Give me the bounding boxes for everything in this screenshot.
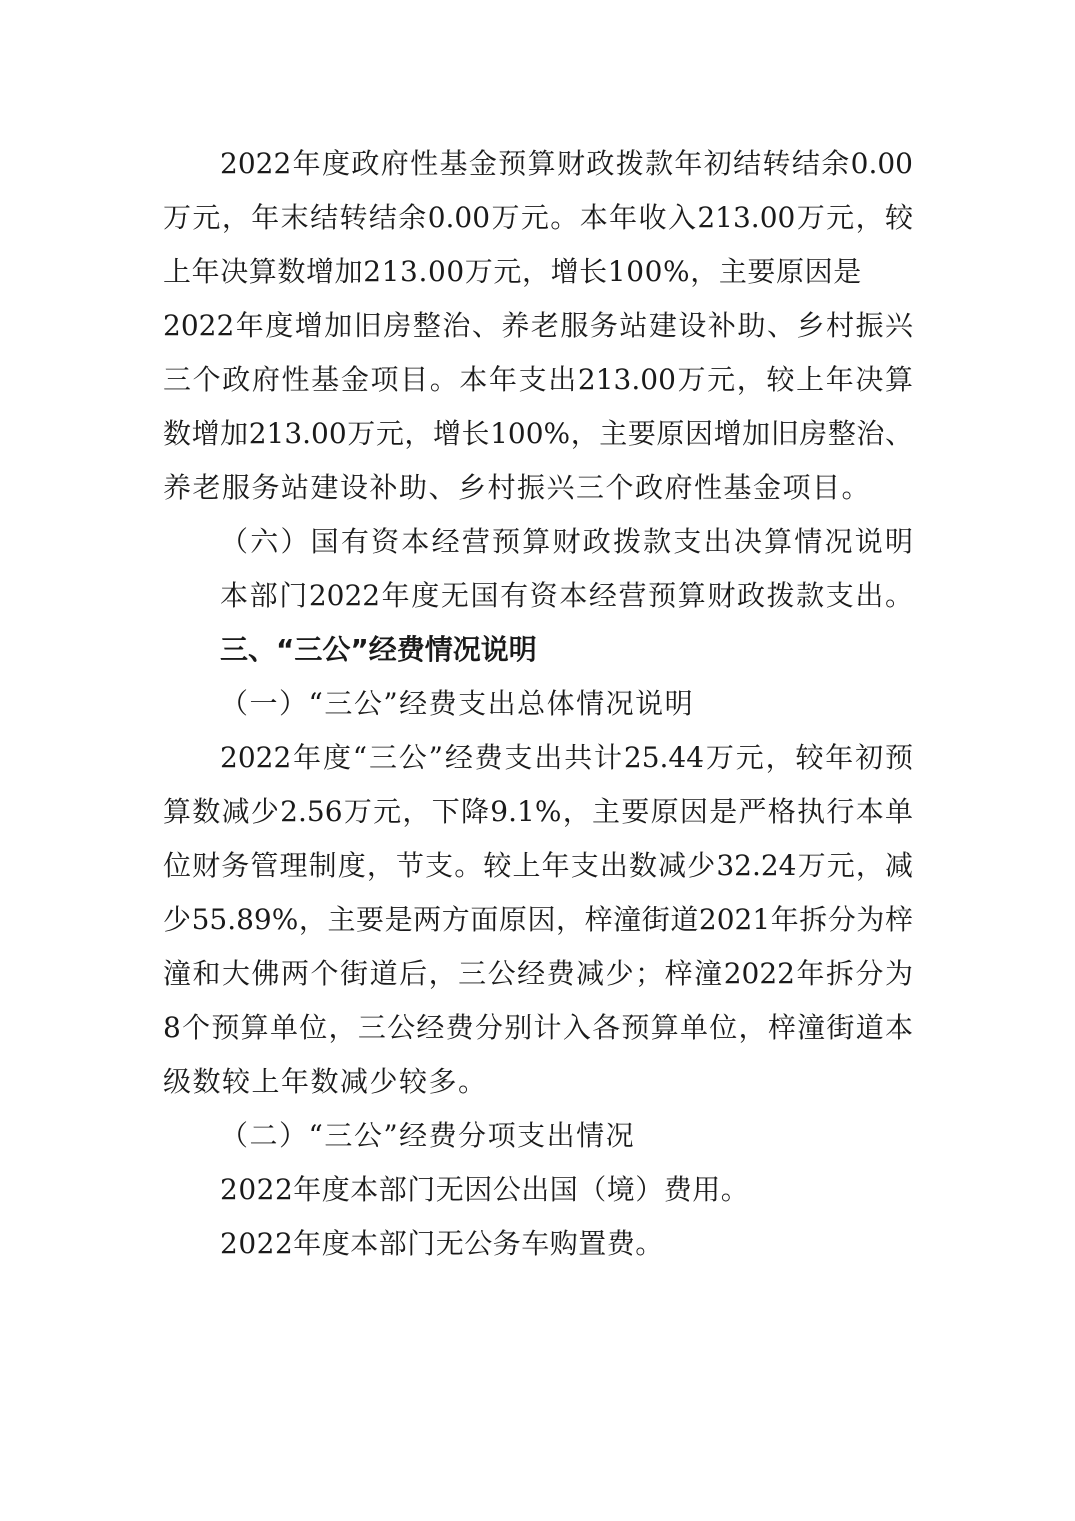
section-title: （六）国有资本经营预算财政拨款支出决算情况说明	[220, 525, 913, 558]
paragraph-line: 上年决算数增加213.00万元，增长100%，主要原因是	[163, 255, 862, 288]
paragraph-line: 位财务管理制度，节支。较上年支出数减少32.24万元，减	[163, 849, 913, 882]
paragraph-line: 2022年度增加旧房整治、养老服务站建设补助、乡村振兴	[163, 309, 913, 342]
subsection-title: （二）“三公”经费分项支出情况	[220, 1119, 636, 1152]
paragraph-line: 养老服务站建设补助、乡村振兴三个政府性基金项目。	[163, 471, 872, 504]
paragraph-line: 算数减少2.56万元，下降9.1%，主要原因是严格执行本单	[163, 795, 913, 828]
subsection-title: （一）“三公”经费支出总体情况说明	[220, 687, 695, 720]
paragraph-line: 级数较上年数减少较多。	[163, 1065, 488, 1098]
paragraph-line: 数增加213.00万元，增长100%，主要原因增加旧房整治、	[163, 417, 913, 450]
paragraph-line: 本部门2022年度无国有资本经营预算财政拨款支出。	[220, 579, 913, 612]
paragraph-line: 三个政府性基金项目。本年支出213.00万元，较上年决算	[163, 363, 913, 396]
paragraph-line: 2022年度“三公”经费支出共计25.44万元，较年初预	[220, 741, 913, 774]
paragraph-line: 2022年度政府性基金预算财政拨款年初结转结余0.00	[220, 147, 913, 180]
paragraph-line: 2022年度本部门无因公出国（境）费用。	[220, 1173, 750, 1206]
section-heading: 三、“三公”经费情况说明	[220, 633, 537, 666]
paragraph-line: 潼和大佛两个街道后，三公经费减少；梓潼2022年拆分为	[163, 957, 913, 990]
paragraph-line: 万元，年末结转结余0.00万元。本年收入213.00万元，较	[163, 201, 913, 234]
paragraph-line: 2022年度本部门无公务车购置费。	[220, 1227, 664, 1260]
paragraph-line: 8个预算单位，三公经费分别计入各预算单位，梓潼街道本	[163, 1011, 913, 1044]
paragraph-line: 少55.89%，主要是两方面原因，梓潼街道2021年拆分为梓	[163, 903, 913, 936]
